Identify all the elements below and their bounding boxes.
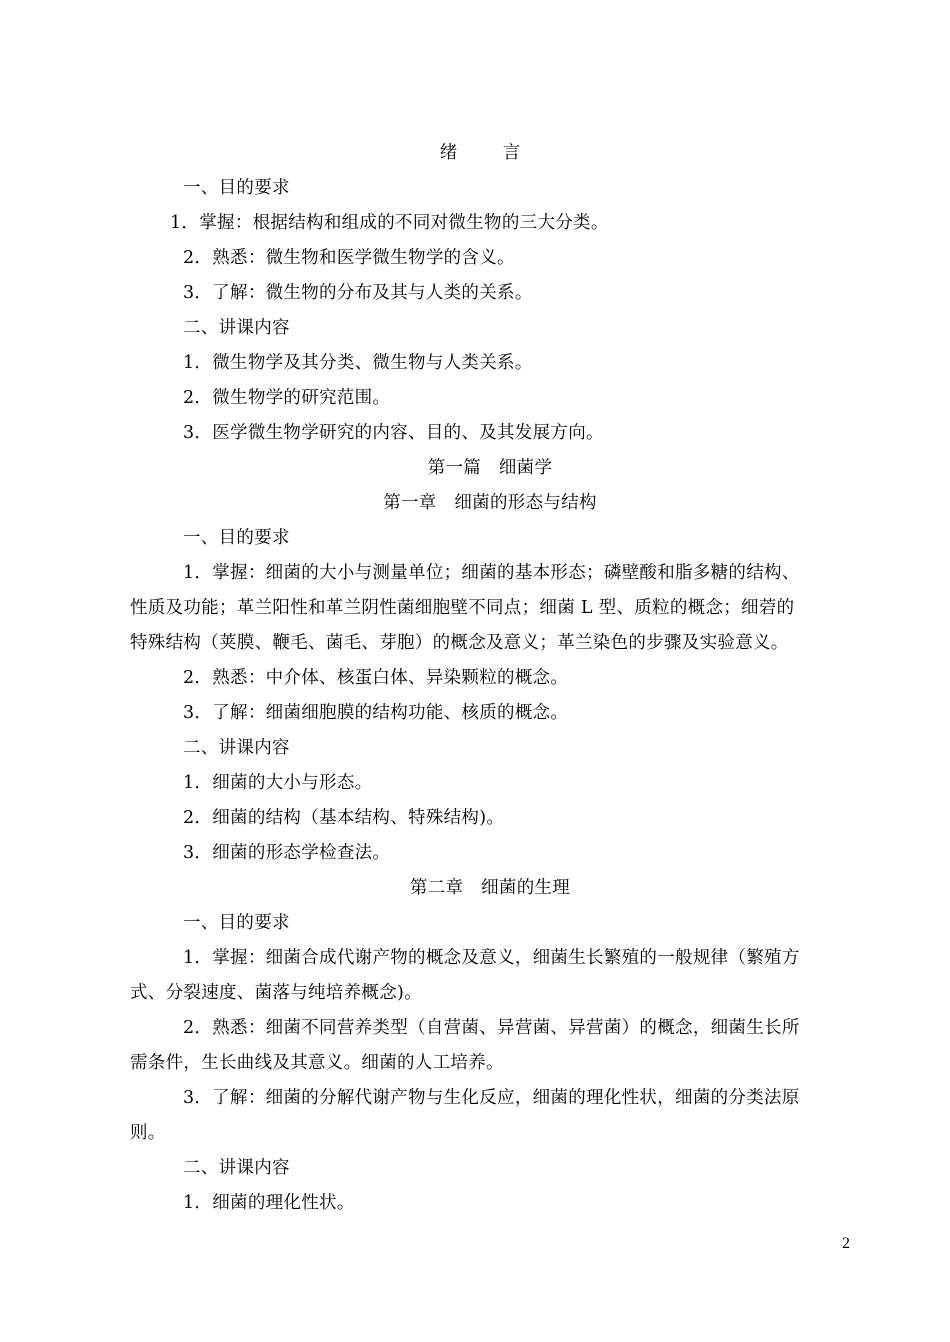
intro-content-2: 2．微生物学的研究范围。 xyxy=(183,388,391,408)
chapter-1-content-heading: 二、讲课内容 xyxy=(183,738,290,758)
chapter-2-objective-3-line-2: 则。 xyxy=(130,1123,166,1143)
chapter-2-objective-1-line-2: 式、分裂速度、菌落与纯培养概念)。 xyxy=(130,983,422,1003)
chapter-2-objective-2-line-2: 需条件，生长曲线及其意义。细菌的人工培养。 xyxy=(130,1053,504,1073)
intro-objectives-heading: 一、目的要求 xyxy=(183,178,290,198)
chapter-1-objective-1-line-2: 性质及功能；革兰阳性和革兰阴性菌细胞壁不同点；细菌 L 型、质粒的概念；细菪的 xyxy=(130,598,795,618)
chapter-2-title: 第二章 细菌的生理 xyxy=(409,878,571,898)
chapter-1-title: 第一章 细菌的形态与结构 xyxy=(383,493,597,513)
chapter-1-objective-1-line-1: 1．掌握：细菌的大小与测量单位；细菌的基本形态；磷壁酸和脂多糖的结构、 xyxy=(183,563,800,583)
chapter-2-objectives-heading: 一、目的要求 xyxy=(183,913,290,933)
intro-objective-3: 3．了解：微生物的分布及其与人类的关系。 xyxy=(183,283,533,303)
part-1-title: 第一篇 细菌学 xyxy=(427,458,553,478)
intro-content-3: 3．医学微生物学研究的内容、目的、及其发展方向。 xyxy=(183,423,604,443)
chapter-2-content-1: 1．细菌的理化性状。 xyxy=(183,1193,355,1213)
page-number: 2 xyxy=(842,1235,850,1252)
chapter-2-content-heading: 二、讲课内容 xyxy=(183,1158,290,1178)
chapter-1-objective-2: 2．熟悉：中介体、核蛋白体、异染颗粒的概念。 xyxy=(183,668,569,688)
chapter-1-objectives-heading: 一、目的要求 xyxy=(183,528,290,548)
chapter-2-objective-3-line-1: 3．了解：细菌的分解代谢产物与生化反应，细菌的理化性状，细菌的分类法原 xyxy=(183,1088,800,1108)
intro-content-1: 1．微生物学及其分类、微生物与人类关系。 xyxy=(183,353,533,373)
chapter-1-content-1: 1．细菌的大小与形态。 xyxy=(183,773,373,793)
chapter-2-objective-1-line-1: 1．掌握：细菌合成代谢产物的概念及意义，细菌生长繁殖的一般规律（繁殖方 xyxy=(183,948,800,968)
chapter-1-objective-1-line-3: 特殊结构（荚膜、鞭毛、菌毛、芽胞）的概念及意义；革兰染色的步骤及实验意义。 xyxy=(130,633,789,653)
intro-objective-2: 2．熟悉：微生物和医学微生物学的含义。 xyxy=(183,248,515,268)
intro-title: 绪 言 xyxy=(439,143,541,163)
chapter-1-content-2: 2．细菌的结构（基本结构、特殊结构)。 xyxy=(183,808,505,828)
intro-objective-1: 1．掌握：根据结构和组成的不同对微生物的三大分类。 xyxy=(170,213,609,233)
intro-content-heading: 二、讲课内容 xyxy=(183,318,290,338)
chapter-1-content-3: 3．细菌的形态学检查法。 xyxy=(183,843,391,863)
chapter-2-objective-2-line-1: 2．熟悉：细菌不同营养类型（自营菌、异营菌、异营菌）的概念，细菌生长所 xyxy=(183,1018,800,1038)
chapter-1-objective-3: 3．了解：细菌细胞膜的结构功能、核质的概念。 xyxy=(183,703,569,723)
